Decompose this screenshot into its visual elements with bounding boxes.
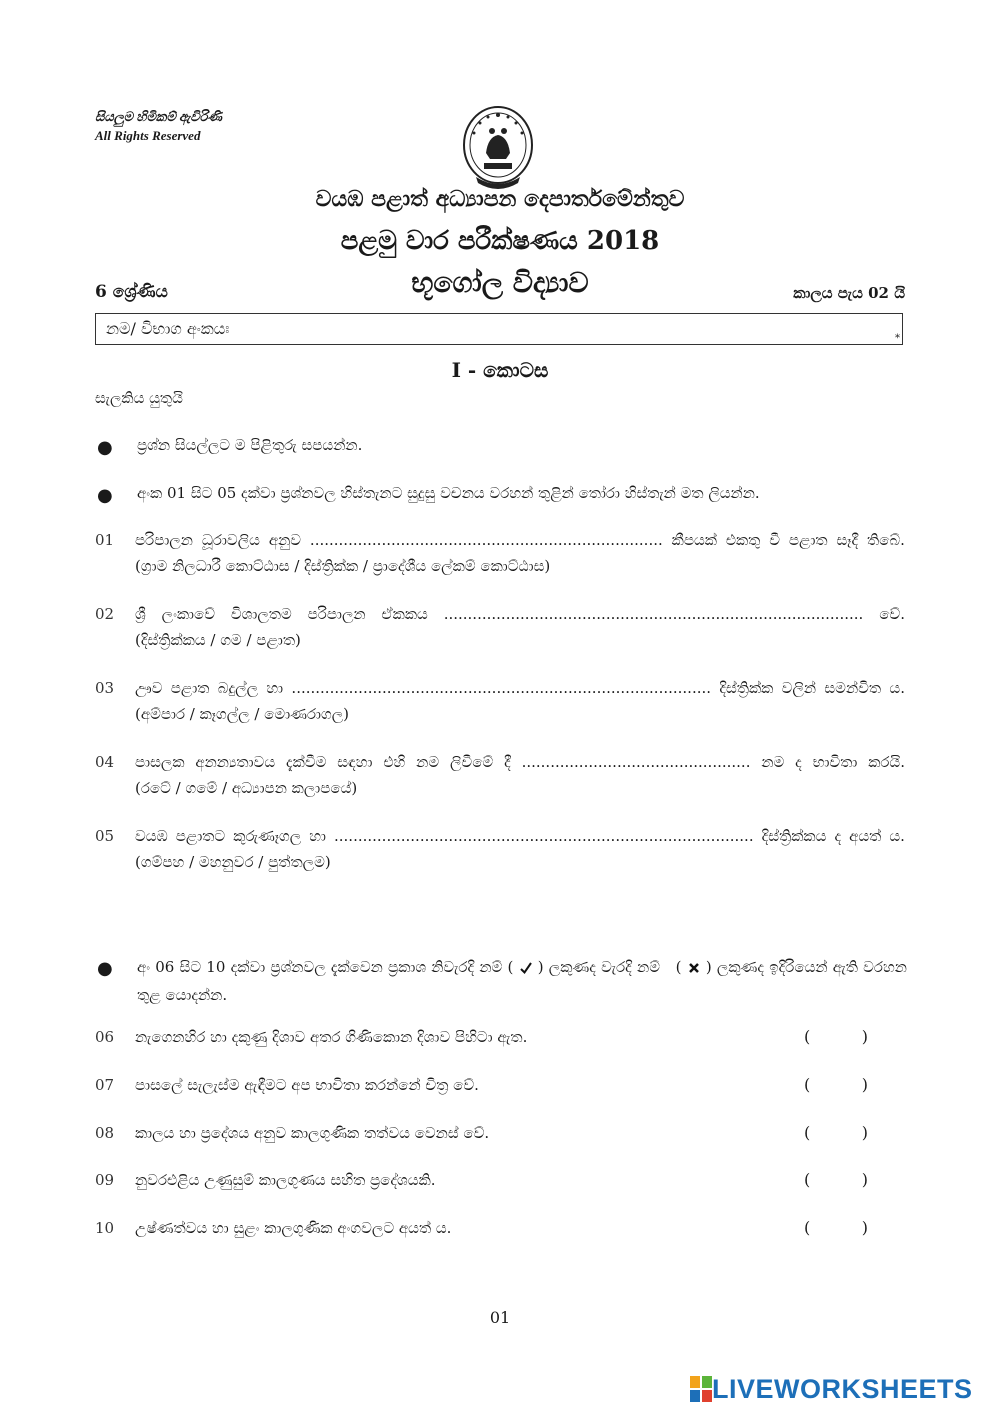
open-paren: ( [804,1123,811,1142]
answer-bracket[interactable] [804,1218,868,1237]
note-label: සැලකිය යුතුයි [95,389,183,407]
tf-instruction-open-paren: ( [675,958,682,976]
statement-text: පාසලේ සැලැස්ම ඇඳීමට අප භාවිතා කරන්නේ චිත්‍ර වේ. [135,1076,479,1094]
answer-blank[interactable]: .......................................................................... [309,531,663,549]
question-number: 04 [95,753,115,771]
question-word: හා [309,827,326,845]
close-paren: ) [861,1027,868,1046]
government-emblem-icon [458,103,538,193]
statement-text: නැගෙනහිර හා දකුණු දිශාව අතර ගිණිකොන දිශාව පිහිටා ඇත. [135,1028,528,1046]
check-mark-icon [519,961,533,975]
corner-mark: * [895,333,900,344]
answer-blank[interactable]: ........................................................................................ [291,679,712,697]
question-word: කුරුණෑගල [233,827,302,845]
answer-options: (දිස්ත්‍රික්කය / ගම / පළාත) [135,631,301,649]
answer-blank[interactable]: ........................................................................................ [334,827,754,845]
question-word: ඒකකය [381,605,428,623]
question-word: ලිවීමේ [449,753,494,771]
question-word: දී [504,753,511,771]
bullet-icon: ● [97,485,113,506]
name-index-label: නම/ විභාග අංකයඃ [106,319,230,338]
part-title: I - කොටස [451,358,549,382]
answer-options: (අම්පාර / කෑගල්ල / මොණරාගල) [135,705,349,723]
close-paren: ) [861,1218,868,1237]
question-word: පරිපාලන [135,531,193,549]
question-word: ය. [889,827,905,845]
question-word: කීපයක් [671,531,717,549]
question-number: 01 [95,531,115,549]
question-word: වේ. [879,605,905,623]
cross-mark-icon [687,961,701,975]
open-paren: ( [804,1075,811,1094]
answer-options: (ගම්පහ / මහනුවර / පුත්තලම) [135,853,331,871]
question-text [135,531,905,549]
open-paren: ( [804,1170,811,1189]
question-word: ධූරාවලිය [201,531,260,549]
statement-text: නුවරඑළිය උණුසුම් කාලගුණය සහිත ප්‍රදේශයකි. [135,1171,436,1189]
question-number: 07 [95,1076,115,1094]
question-word: අනුව [268,531,302,549]
liveworksheets-logo-icon [690,1376,712,1402]
question-word: එකතු [725,531,761,549]
question-word: සඳහා [337,753,373,771]
question-number: 10 [95,1219,115,1237]
answer-options: (රටේ / ගමේ / අධ්‍යාපන කලාපයේ) [135,779,358,797]
subject-title: භූගෝල විද්‍යාව [411,266,589,299]
question-word: ය. [889,679,905,697]
question-word: අනන්‍යතාවය [195,753,276,771]
close-paren: ) [861,1075,868,1094]
exam-title: පළමු වාර පරීක්ෂණය 2018 [340,226,660,256]
question-word: අයත් [849,827,882,845]
question-word: භාවිතා [812,753,858,771]
answer-bracket[interactable] [804,1027,868,1046]
tf-instruction-part3: ) ලකුණද ඉදිරියෙන් ඇති වරහන තුළ යොදන්න. [137,958,907,1004]
question-word: ශ්‍රී [135,605,146,623]
open-paren: ( [804,1218,811,1237]
statement-text: උෂ්ණත්වය හා සුළං කාලගුණික අංගවලට අයත් ය. [135,1219,452,1237]
answer-bracket[interactable] [804,1123,868,1142]
question-number: 06 [95,1028,115,1046]
rights-notice [95,107,222,145]
answer-blank[interactable]: ................................................ [521,753,751,771]
question-text [135,679,905,697]
question-text [135,827,905,845]
question-number: 08 [95,1124,115,1142]
question-word: ද [795,753,802,771]
bullet-icon: ● [97,958,113,979]
answer-options: (ග්‍රාම නිලධාරී කොට්ඨාස / දිස්ත්‍රික්ක / ප්‍රාදේශීය ලේකම් කොට්ඨාස) [135,557,551,575]
question-word: තිබේ. [867,531,905,549]
question-word: කරයි. [868,753,905,771]
question-word: ඌව [135,679,163,697]
grade-label: 6 ශ්‍රේණිය [95,282,168,302]
question-word: පරිපාලන [307,605,366,623]
question-word: විශාලතම [230,605,292,623]
question-word: නම [416,753,440,771]
question-word: බදුල්ල [217,679,259,697]
department-title: වයඹ පළාත් අධ්‍යාපන දෙපාර්තමේන්තුව [315,186,685,212]
watermark-text: LIVEWORKSHEETS [712,1374,973,1404]
question-word: වලින් [781,679,817,697]
question-word: පළාත [788,531,828,549]
page-number: 01 [489,1308,511,1327]
time-allowed: කාලය පැය 02 යි [793,284,905,302]
question-word: දිස්ත්‍රික්කය [761,827,827,845]
close-paren: ) [861,1170,868,1189]
rights-sinhala: සියලුම හිමිකම් ඇවිරිණි [95,109,223,124]
question-number: 03 [95,679,115,697]
question-word: හා [266,679,284,697]
name-index-field[interactable] [95,313,903,345]
bullet-icon: ● [97,437,113,458]
question-text [135,605,905,623]
liveworksheets-watermark [690,1374,973,1404]
tf-instruction-part2: ) ලකුණද වැරදි නම් [537,958,660,976]
answer-bracket[interactable] [804,1170,868,1189]
question-number: 05 [95,827,115,845]
question-word: පළාතට [175,827,226,845]
answer-bracket[interactable] [804,1075,868,1094]
question-word: එහි [383,753,406,771]
question-word: දැක්වීම [285,753,327,771]
question-word: ලංකාවේ [161,605,215,623]
question-number: 09 [95,1171,115,1189]
instruction-2: අංක 01 සිට 05 දක්වා ප්‍රශ්නවල හිස්තැනට සුදුසු වචනය වරහන් තුළින් තෝරා හිස්තැන් මත ලියන්න. [137,484,760,502]
instruction-1: ප්‍රශ්න සියල්ලට ම පිළිතුරු සපයන්න. [137,436,363,454]
question-word: පළාත [170,679,210,697]
tf-instruction-part1: අං 06 සිට 10 දක්වා ප්‍රශ්නවල දැක්වෙන ප්‍රකාශ නිවැරදි නම් ( [137,958,514,976]
open-paren: ( [804,1027,811,1046]
close-paren: ) [861,1123,868,1142]
question-number: 02 [95,605,115,623]
question-word: වයඹ [135,827,168,845]
question-word: ද [834,827,842,845]
statement-text: කාලය හා ප්‍රදේශය අනුව කාලගුණික තත්වය වෙනස් වේ. [135,1124,490,1142]
answer-blank[interactable]: ........................................................................................ [443,605,864,623]
question-word: නම [761,753,785,771]
question-word: සමන්විත [824,679,882,697]
question-word: දිස්ත්‍රික්ක [719,679,774,697]
question-text [135,753,905,771]
question-word: පාසලක [135,753,185,771]
question-word: වී [769,531,781,549]
rights-english: All Rights Reserved [95,128,201,143]
tf-instruction [137,953,907,1009]
question-word: සෑදී [836,531,859,549]
